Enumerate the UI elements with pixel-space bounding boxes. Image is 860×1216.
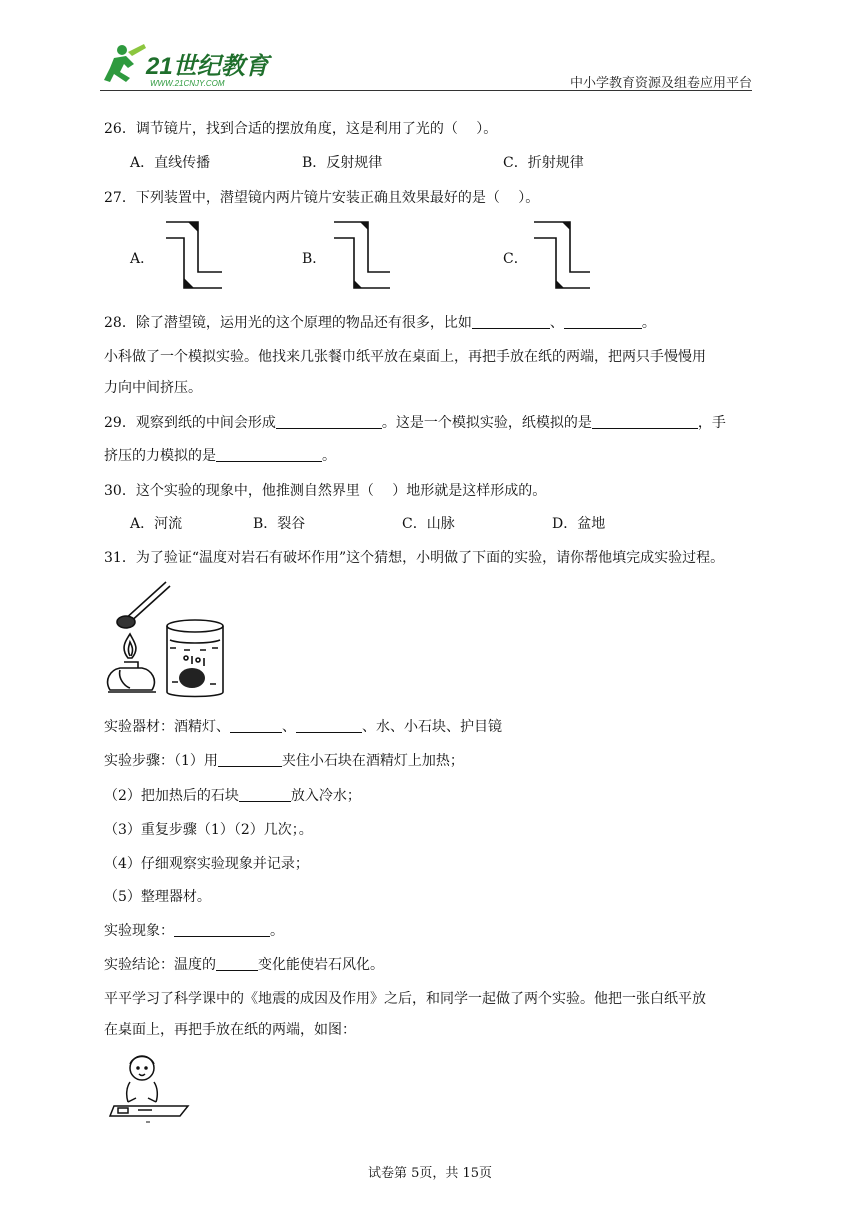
logo-text: 21世纪教育: [146, 53, 269, 80]
q29-blank-1[interactable]: [276, 414, 382, 429]
q31-blank-step2[interactable]: [239, 787, 291, 802]
q31-materials-suffix: 、水、小石块、护目镜: [362, 719, 502, 735]
q29-p5: 。: [322, 448, 336, 464]
q31-step1-prefix: 实验步骤：（1）用: [104, 753, 218, 769]
q29-p1: 29．观察到纸的中间会形成: [104, 415, 276, 431]
q31-step3: （3）重复步骤（1）（2）几次；。: [104, 822, 313, 838]
passage2-line1: 平平学习了科学课中的《地震的成因及作用》之后，和同学一起做了两个实验。他把一张白纸平放: [104, 991, 706, 1007]
passage1-line1: 小科做了一个模拟实验。他找来几张餐巾纸平放在桌面上，再把手放在纸的两端，把两只手慢慢用: [104, 349, 706, 365]
q31-phenomenon-suffix: 。: [270, 923, 284, 939]
q31-step2: [104, 785, 361, 805]
q27-option-b: B．: [302, 251, 327, 267]
q29-blank-2[interactable]: [592, 414, 698, 429]
q26-option-c: C．折射规律: [503, 155, 584, 171]
q28-line: [104, 312, 656, 332]
logo-21cnjy: [100, 38, 300, 90]
q31-step1-suffix: 夹住小石块在酒精灯上加热；: [281, 753, 464, 769]
q29-line2: [104, 445, 336, 465]
q30-option-c: C．山脉: [402, 516, 455, 532]
q27-stem: 27．下列装置中，潜望镜内两片镜片安装正确且效果最好的是（ ）。: [104, 190, 540, 206]
q28-prefix: 28．除了潜望镜，运用光的这个原理的物品还有很多，比如: [104, 315, 472, 331]
q27-option-a: A．: [130, 251, 155, 267]
logo-url: WWW.21CNJY.COM: [150, 79, 225, 88]
q26-option-a: A．直线传播: [130, 155, 211, 171]
q29-blank-3[interactable]: [216, 447, 322, 462]
q30-option-a: A．河流: [130, 516, 183, 532]
q31-phenomenon-prefix: 实验现象：: [104, 923, 174, 939]
q28-blank-2[interactable]: [564, 314, 642, 329]
periscope-c-diagram: [528, 216, 598, 294]
q31-blank-step1[interactable]: [218, 752, 282, 767]
q28-end: 。: [641, 315, 656, 331]
q28-blank-1[interactable]: [472, 314, 550, 329]
page-header: [100, 38, 752, 90]
q31-blank-material-1[interactable]: [230, 718, 282, 733]
page-footer: 试卷第 5页，共 15页: [367, 1166, 493, 1181]
q29-line1: [104, 412, 726, 432]
periscope-a-diagram: [158, 216, 228, 294]
q31-blank-conclusion[interactable]: [216, 956, 258, 971]
q31-step5: （5）整理器材。: [104, 889, 211, 905]
passage2-line2: 在桌面上，再把手放在纸的两端，如图：: [104, 1022, 356, 1038]
q31-step2-prefix: （2）把加热后的石块: [104, 788, 239, 804]
q27-option-c: C．: [503, 251, 528, 267]
heating-rock-experiment-illustration: [100, 578, 230, 704]
q31-step4: （4）仔细观察实验现象并记录；: [104, 856, 309, 872]
q31-conclusion: [104, 954, 384, 974]
q30-option-b: B．裂谷: [253, 516, 306, 532]
q31-conclusion-prefix: 实验结论：温度的: [104, 957, 216, 973]
header-divider: [100, 90, 752, 91]
q28-sep: 、: [549, 315, 564, 331]
q31-materials: [104, 716, 502, 736]
q29-p4: 挤压的力模拟的是: [104, 448, 216, 464]
student-pressing-paper-illustration: [108, 1052, 192, 1124]
q30-stem: 30．这个实验的现象中，他推测自然界里（ ）地形就是这样形成的。: [104, 483, 547, 499]
q31-step1: [104, 750, 464, 770]
q26-stem: 26．调节镜片，找到合适的摆放角度，这是利用了光的（ ）。: [104, 121, 498, 137]
q31-step2-suffix: 放入冷水；: [290, 788, 361, 804]
q26-option-b: B．反射规律: [302, 155, 383, 171]
q31-conclusion-suffix: 变化能使岩石风化。: [258, 957, 384, 973]
q31-materials-prefix: 实验器材：酒精灯、: [104, 719, 230, 735]
q31-stem: 31．为了验证“温度对岩石有破坏作用”这个猜想，小明做了下面的实验，请你帮他填完成实验过程。: [104, 550, 725, 566]
platform-title: 中小学教育资源及组卷应用平台: [569, 76, 752, 91]
q31-blank-phenomenon[interactable]: [174, 922, 270, 937]
q31-materials-sep: 、: [282, 719, 296, 735]
q29-p2: 。这是一个模拟实验，纸模拟的是: [381, 415, 592, 431]
q31-blank-material-2[interactable]: [296, 718, 362, 733]
passage1-line2: 力向中间挤压。: [104, 380, 202, 396]
q29-p3: ，手: [697, 415, 726, 431]
periscope-b-diagram: [328, 216, 398, 294]
q30-option-d: D．盆地: [552, 516, 606, 532]
q31-phenomenon: [104, 920, 284, 940]
